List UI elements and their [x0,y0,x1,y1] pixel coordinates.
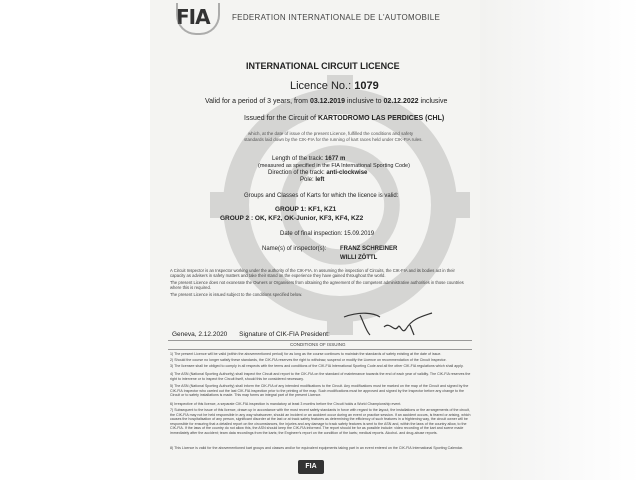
watermark-cog-icon [210,70,470,340]
background-margin [480,0,640,480]
pole-label: Pole: [300,177,314,183]
note-paragraph-3: The present Licence is issued subject to the conditions specified below. [170,292,303,297]
inspector-2: WILLI ZÖTTL [340,255,378,261]
note-paragraph-1: A Circuit Inspector is an Inspector working under the authority of the CIK-FIA. In assuming the inspection of Circuits, the CIK-FIA and its bodies act in their capacity as advisers in safety matters and take their stand on the experience they have gained throughout the world. [170,268,455,279]
pole-position [300,177,324,183]
condition-2: 2) Should the course no longer satisfy these standards, the CIK-FIA reserves the right to withdraw, suspend or modify the Licence on recommendation of the Circuit Inspector. [170,358,447,362]
condition-4: 4) The ASN (National Sporting Authority) shall inspect the Circuit and report to the CIK-FIA on the standard of maintenance towards the end of each year of validity. The CIK-FIA reserves the right to intervene or to inspect the Circuit itself, should this be considered necessary. [170,372,471,381]
group-1: GROUP 1: KF1, KZ1 [275,206,337,213]
condition-6: 6) Irrespective of this licence, a separate CIK-FIA inspection is mandatory at least 3 months before the Circuit holds a World Championship event. [170,402,402,406]
licence-number-value: 1079 [354,80,379,92]
president-signature [340,305,450,339]
valid-to-date: 02.12.2022 [383,98,419,105]
validity-suffix: inclusive [420,98,448,105]
conditions-note-1: which, at the date of issue of the present Licence, fulfilled the conditions and safety [248,131,414,136]
conditions-title: CONDITIONS OF ISSUING [290,342,346,347]
groups-heading: Groups and Classes of Karts for which the licence is valid: [244,193,399,199]
group-2: GROUP 2 : OK, KF2, OK-Junior, KF3, KF4, KZ2 [220,215,364,222]
track-direction-value: anti-clockwise [326,170,368,176]
condition-7: 7) Subsequent to the issue of this licence, drawn up in accordance with the most recent safety standards in force with regard to the layout, the installations or the arrangements of the circuit, the CIK-FIA may not be held responsible in any way whatsoever, should an incident or an accident occur during an event or practice session. If an accident occurs, is feared or arising, which causes the hospitalisation of any person, significant disorder at the last or at track safety features as determining the efficiency of such features in a frightening way, the circuit owner will be responsible for ensuring that a detailed report on the circumstances, the injuries and any damage to track safety features is sent to the ASN and, within the laws of the country allow, to the CIK-FIA. If the laws of the country do not allow this, the ASN should keep the CIK-FIA informed. The report should be for as possible include: video recording of the kart and scene made immediately after the accident; team data recordings from the karts; the Engineer's report on the condition of the karts; medical reports. Alcohol- and drug-abuse reports. [170,408,471,435]
final-inspection [280,231,374,237]
fia-logo [176,5,216,31]
licence-number-label: Licence No.: [290,80,352,92]
licence-number [290,80,379,92]
fia-stamp: FIA [298,460,324,474]
issued-line [244,115,444,122]
document-title: INTERNATIONAL CIRCUIT LICENCE [246,61,400,71]
track-direction-label: Direction of the track: [268,170,325,176]
divider [168,340,472,341]
pole-value: left [315,177,325,183]
final-inspection-date: 15.09.2019 [344,231,375,237]
track-length-note: (measured as specified in the FIA International Sporting Code) [258,163,410,169]
validity-prefix: Valid for a period of 3 years, from [205,98,308,105]
track-length-label: Length of the track: [272,156,324,162]
inspector-1: FRANZ SCHREINER [340,246,398,252]
signature-label: Signature of CIK-FIA President: [239,331,330,338]
divider [168,349,472,350]
track-length [272,156,345,162]
circuit-name: KARTODROMO LAS PERDICES (CHL) [317,115,445,122]
inspectors-label: Name(s) of inspector(s): [262,246,327,252]
signature-line [172,331,330,338]
validity-line [205,98,447,105]
condition-8: 8) This Licence is valid for the abovementioned kart groups and classes and/or for equivalent equipments taking part in an event entered on the CIK-FIA International Sporting Calendar. [170,446,463,450]
condition-1: 1) The present Licence will be valid (within the abovementioned period) for as long as the course continues to maintain the standards of safety existing at the date of issue. [170,352,442,356]
track-length-value: 1677 m [325,156,346,162]
track-direction [268,170,367,176]
issued-prefix: Issued for the Circuit of [244,115,316,122]
validity-mid: inclusive to [346,98,382,105]
logo-text: FIA [176,5,210,29]
final-inspection-label: Date of final inspection: [280,231,343,237]
valid-from-date: 03.12.2019 [309,98,345,105]
conditions-note-2: standards laid down by the CIK-FIA for the running of kart races held under CIK-FIA rules. [244,137,423,142]
note-paragraph-2: The present Licence does not exonerate the Owners or Organisers from obtaining the agreement of the competent administrative authorities in those countries where this is required. [170,280,464,291]
federation-name: FEDERATION INTERNATIONALE DE L'AUTOMOBILE [232,13,441,22]
laurel-icon [176,3,220,35]
condition-5: 5) The ASN (National Sporting Authority) shall inform the CIK-FIA of any intended modifications to the Circuit. Any modifications must be marked on the map of the Circuit and signed by the CIK-FIA Inspector who carried out the last CIK-FIA inspection prior to the printing of the map. Such modifications must be approved and signed by the Inspector before any change to the Circuit or to safety installations is made. This map forms an integral part of the present Licence. [170,384,469,398]
signature-place-date: Geneva, 2.12.2020 [172,331,228,338]
condition-3: 3) The licensee shall be obliged to comply in all respects with the terms and conditions of the CIK-FIA International Sporting Code and all the other CIK-FIA regulations which shall apply. [170,364,464,368]
